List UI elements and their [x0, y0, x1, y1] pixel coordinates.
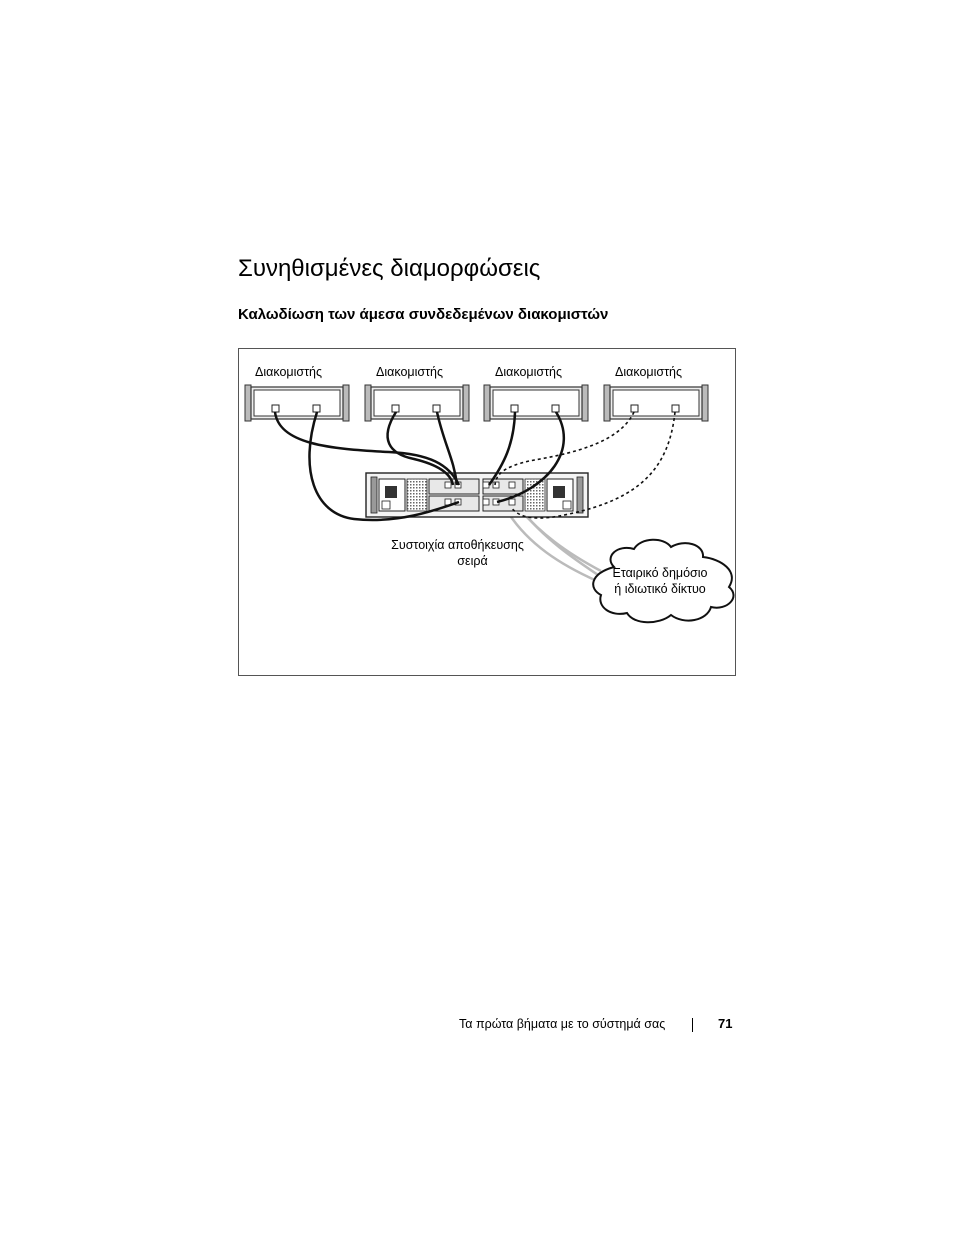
server-label-3: Διακομιστής [495, 365, 563, 379]
network-label-line1: Εταιρικό δημόσιο [612, 566, 708, 580]
diagram-graphic [239, 349, 737, 677]
page-number: 71 [718, 1016, 733, 1031]
network-cloud [593, 540, 733, 623]
cabling-diagram [238, 348, 736, 676]
server-4 [604, 385, 708, 421]
server-label-2: Διακομιστής [376, 365, 444, 379]
footer-separator [692, 1018, 693, 1032]
server-1 [245, 385, 349, 421]
storage-array [366, 473, 588, 517]
server-2 [365, 385, 469, 421]
network-label-line2: ή ιδιωτικό δίκτυο [614, 582, 706, 596]
server-label-4: Διακομιστής [615, 365, 683, 379]
storage-label-line2: σειρά [457, 554, 488, 568]
footer-book-title: Τα πρώτα βήματα με το σύστημά σας [459, 1017, 666, 1031]
section-subtitle: Καλωδίωση των άμεσα συνδεδεμένων διακομιστών [238, 306, 609, 323]
page-title: Συνηθισμένες διαμορφώσεις [238, 255, 541, 282]
storage-label-line1: Συστοιχία αποθήκευσης [391, 538, 524, 552]
server-label-1: Διακομιστής [255, 365, 323, 379]
server-3 [484, 385, 588, 421]
